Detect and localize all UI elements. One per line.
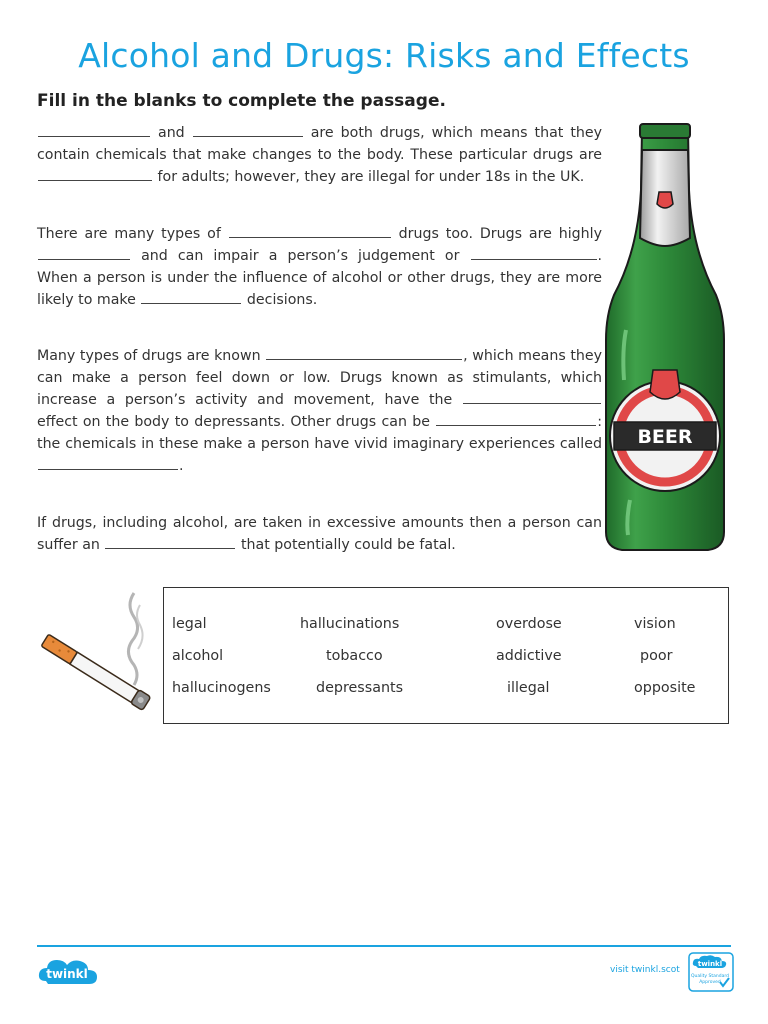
passage-text: Many types of drugs are known (37, 348, 261, 364)
passage-paragraph-1 (37, 122, 602, 188)
instruction-heading: Fill in the blanks to complete the passage. (37, 91, 446, 111)
passage-text: . When a person is under the influence of alcohol or other drugs, they are more likely to make (37, 248, 603, 308)
passage-text: drugs too. Drugs are highly (398, 226, 603, 242)
badge-approved: Approved (699, 980, 721, 985)
logo-text: twinkl (46, 967, 88, 981)
word-bank-item: opposite (634, 680, 696, 696)
footer-visit-link[interactable]: visit twinkl.scot (610, 965, 680, 975)
word-bank-item: addictive (496, 648, 562, 664)
passage-text: , which means they can make a person feel down or low. Drugs known as stimulants, which increase a person’s activity and movement, have the (37, 348, 602, 408)
word-bank-item: illegal (507, 680, 550, 696)
word-bank-item: depressants (316, 680, 404, 696)
page-title: Alcohol and Drugs: Risks and Effects (78, 36, 690, 75)
blank-1[interactable] (38, 122, 150, 137)
blank-2[interactable] (193, 122, 303, 137)
blank-10[interactable] (436, 411, 596, 426)
blank-5[interactable] (38, 245, 130, 260)
word-bank (163, 587, 729, 724)
blank-11[interactable] (38, 455, 178, 470)
word-bank-item: overdose (496, 616, 562, 632)
footer-divider (37, 945, 731, 947)
passage-text: for adults; however, they are illegal for under 18s in the UK. (157, 169, 585, 185)
quality-standard-badge (688, 952, 734, 992)
passage-paragraph-2 (37, 223, 602, 311)
blank-9[interactable] (463, 389, 601, 404)
passage-text: If drugs, including alcohol, are taken in excessive amounts then a person can suffer an (37, 515, 602, 553)
blank-7[interactable] (141, 289, 241, 304)
passage-paragraph-4 (37, 512, 602, 556)
word-bank-item: hallucinations (300, 616, 400, 632)
bottle-label-text: BEER (637, 426, 693, 448)
word-bank-item: hallucinogens (172, 680, 271, 696)
passage-paragraph-3 (37, 345, 602, 477)
passage-text: decisions. (246, 292, 318, 308)
passage-text: are both drugs, which means that they contain chemicals that make changes to the body. These particular drugs are (37, 125, 603, 163)
twinkl-logo[interactable] (36, 955, 100, 989)
blank-8[interactable] (266, 345, 462, 360)
beer-bottle-illustration (604, 120, 726, 552)
word-bank-item: alcohol (172, 648, 224, 664)
badge-title: twinkl (697, 960, 723, 968)
word-bank-item: vision (634, 616, 676, 632)
badge-subtitle: Quality Standard (691, 974, 729, 979)
blank-6[interactable] (471, 245, 597, 260)
word-bank-item: legal (172, 616, 207, 632)
passage-text: effect on the body to depressants. Other drugs can be (37, 414, 430, 430)
passage-text: and (158, 125, 185, 141)
blank-4[interactable] (229, 223, 391, 238)
passage-text: There are many types of (37, 226, 221, 242)
cigarette-illustration (30, 585, 160, 730)
blank-12[interactable] (105, 534, 235, 549)
blank-3[interactable] (38, 166, 152, 181)
passage-text: that potentially could be fatal. (240, 537, 456, 553)
word-bank-item: tobacco (326, 648, 383, 664)
passage-text: : the chemicals in these make a person have vivid imaginary experiences called (37, 414, 603, 452)
passage-text: . (179, 458, 184, 474)
passage-text: and can impair a person’s judgement or (141, 248, 460, 264)
word-bank-item: poor (640, 648, 673, 664)
